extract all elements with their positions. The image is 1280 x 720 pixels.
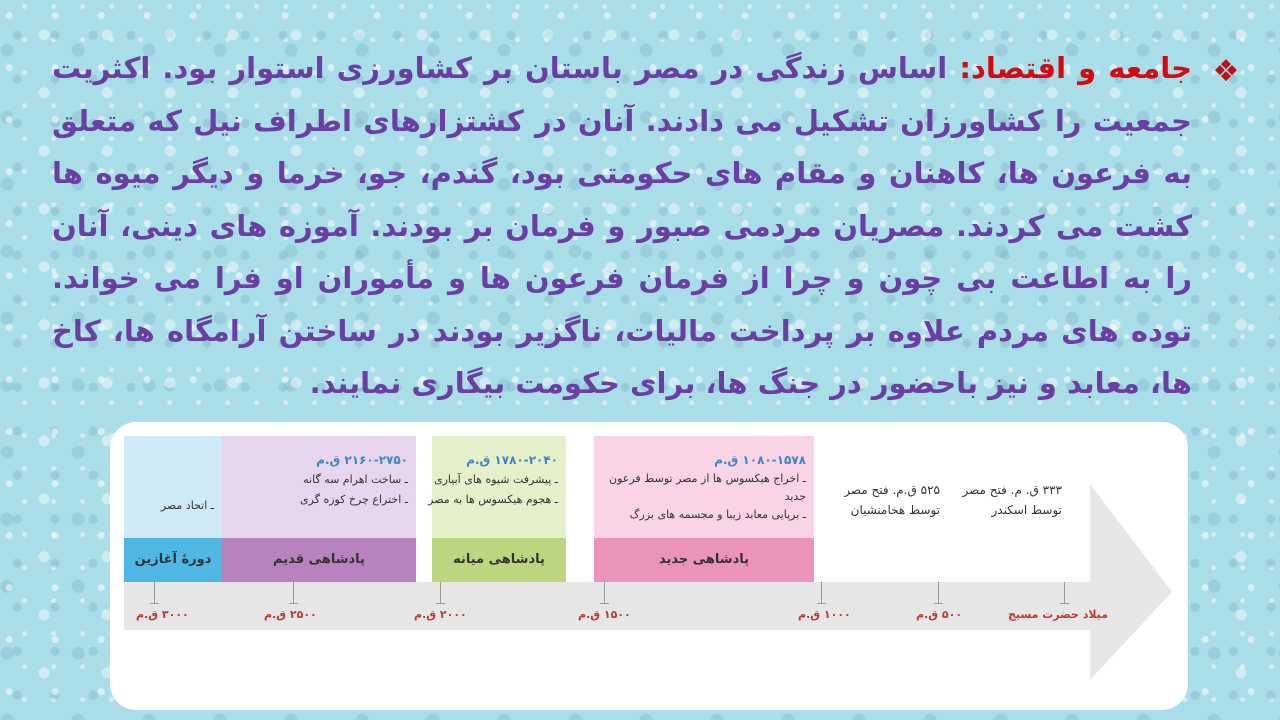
era-event: ـ هجوم هیکسوس ها به مصر xyxy=(428,493,558,506)
axis-label: میلاد حضرت مسیح xyxy=(1008,608,1109,621)
axis-label: ۳۰۰۰ ق.م xyxy=(136,608,189,621)
axis-tick xyxy=(604,582,605,604)
axis-tick xyxy=(938,582,939,604)
note-alexander: ۳۳۳ ق. م. فتح مصر توسط اسکندر xyxy=(962,483,1062,517)
axis-tick xyxy=(821,582,822,604)
era-event: ـ ساخت اهرام سه گانه xyxy=(303,473,408,486)
body-paragraph xyxy=(52,42,1192,410)
axis-label: ۱۵۰۰ ق.م xyxy=(578,608,631,621)
era-band-new: پادشاهی جدید xyxy=(594,538,814,582)
era-event: ـ پیشرفت شیوه های آبیاری xyxy=(434,473,558,486)
era-band-middle: پادشاهی میانه xyxy=(432,538,566,582)
era-event: ـ برپایی معابد زیبا و مجسمه های بزرگ xyxy=(629,508,806,521)
timeline-panel xyxy=(110,422,1188,710)
note-achaemenid: ۵۲۵ ق.م. فتح مصر توسط هخامنشیان xyxy=(844,483,940,517)
era-event: ـ اتحاد مصر xyxy=(160,499,214,512)
axis-tick xyxy=(293,582,294,604)
body-text: اساس زندگی در مصر باستان بر کشاورزی استوار بود. اکثریت جمعیت را کشاورزان تشکیل می دادند. آنان در کشتزارهای اطراف نیل که متعلق به فرعون ها، کاهنان و مقام های حکومتی بود، گندم، جو، خرما و دیگر میوه ها کشت می کردند. مصریان مردمی صبور و فرمان بر بودند. آموزه های دینی، آنان را به اطاعت بی چون و چرا از فرمان فرعون ها و مأموران او فرا می خواند. توده های مردم علاوه بر پرداخت مالیات، ناگزیر بودند در ساختن آرامگاه ها، کاخ ها، معابد و نیز باحضور در جنگ ها، برای حکومت بیگاری نمایند. xyxy=(52,51,1192,400)
axis-tick xyxy=(440,582,441,604)
era-years: ۲۱۶۰-۲۷۵۰ ق.م xyxy=(316,453,408,467)
era-years: ۱۷۸۰-۲۰۴۰ ق.م xyxy=(466,453,558,467)
diamond-bullet-icon: ❖ xyxy=(1212,54,1240,89)
era-event: ـ اختراع چرخ کوزه گری xyxy=(300,493,408,506)
axis-label: ۲۰۰۰ ق.م xyxy=(414,608,467,621)
era-event: ـ اخراج هیکسوس ها از مصر توسط فرعون جدید xyxy=(609,472,806,503)
axis-tick xyxy=(1064,582,1065,604)
axis-label: ۱۰۰۰ ق.م xyxy=(798,608,851,621)
era-band-old: پادشاهی قدیم xyxy=(222,538,416,582)
era-band-early: دورهٔ آغازین xyxy=(124,538,222,582)
axis-label: ۲۵۰۰ ق.م xyxy=(264,608,317,621)
era-years: ۱۰۸۰-۱۵۷۸ ق.م xyxy=(714,453,806,467)
axis-label: ۵۰۰ ق.م xyxy=(916,608,963,621)
section-heading: جامعه و اقتصاد: xyxy=(959,51,1192,85)
axis-tick xyxy=(154,582,155,604)
